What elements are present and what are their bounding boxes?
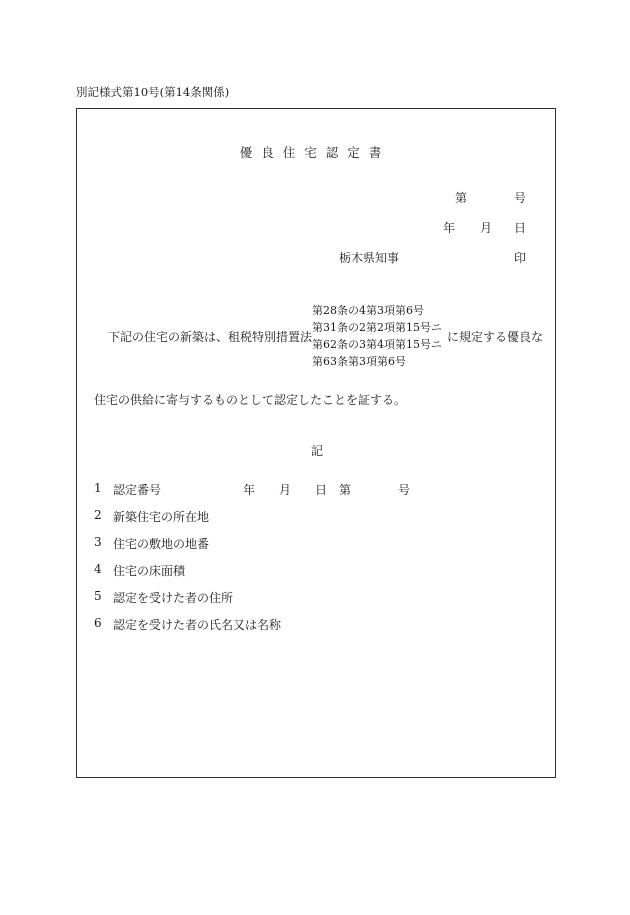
issuer-name: 栃木県知事 [339,251,400,265]
body-continuation: 住宅の供給に寄与するものとして認定したことを証する。 [94,393,407,407]
item-number: 5 [94,589,102,603]
item-number: 4 [94,562,102,576]
law-ref: 第28条の4第3項第6号 [312,304,424,317]
law-ref: 第62条の3第4項第15号ニ [312,338,442,351]
item-label: 住宅の床面積 [113,564,186,578]
document-title: 優良住宅認定書 [239,145,391,160]
body-after-refs: に規定する優良な [447,330,544,344]
form-label: 別記様式第10号(第14条関係) [76,85,230,99]
item-label: 認定番号 [113,483,162,497]
item-label: 住宅の敷地の地番 [113,537,210,551]
item-number: 6 [94,616,102,630]
item-label: 認定を受けた者の住所 [113,591,234,605]
item-label: 認定を受けた者の氏名又は名称 [113,618,282,632]
item-label: 新築住宅の所在地 [113,510,210,524]
item-number: 2 [94,508,102,522]
body-lead: 下記の住宅の新築は、租税特別措置法 [108,330,313,344]
law-ref: 第31条の2第2項第15号ニ [312,321,442,334]
date-month: 月 [480,221,493,235]
date-year: 年 [443,221,456,235]
cert-number-suffix: 号 [398,483,411,497]
cert-month: 月 [279,483,292,497]
item-number: 1 [94,481,102,495]
item-number: 3 [94,535,102,549]
date-day: 日 [514,221,527,235]
cert-number-prefix: 第 [339,483,352,497]
cert-day: 日 [315,483,328,497]
ki-heading: 記 [311,444,324,458]
number-prefix: 第 [455,191,468,205]
seal-mark: 印 [514,251,527,265]
number-suffix: 号 [514,191,527,205]
cert-year: 年 [243,483,256,497]
law-ref: 第63条第3項第6号 [312,355,406,368]
